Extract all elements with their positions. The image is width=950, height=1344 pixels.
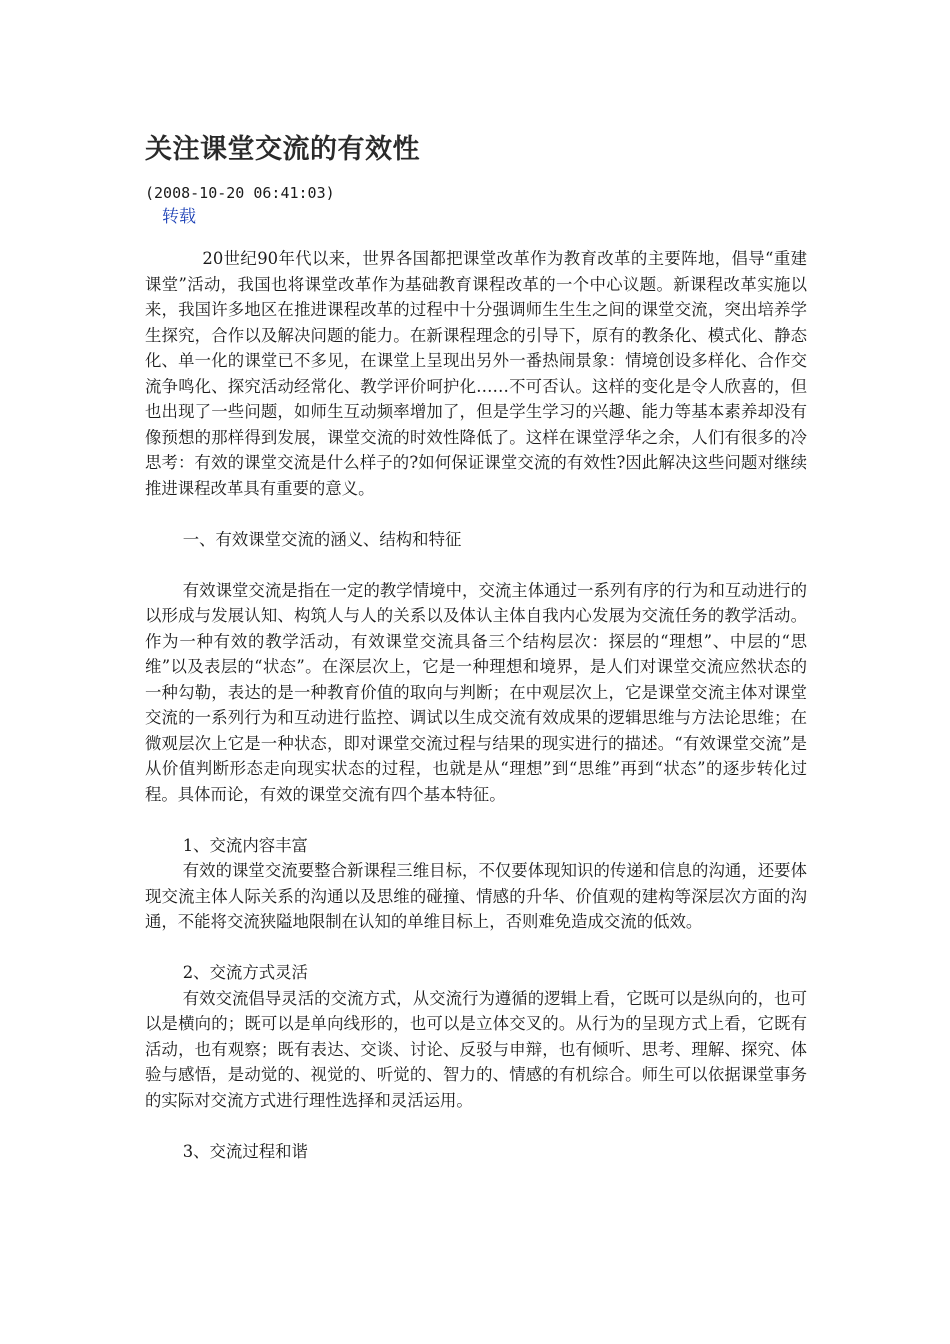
section1-paragraph: 有效课堂交流是指在一定的教学情境中，交流主体通过一系列有序的行为和互动进行的以形成与发展认知、构筑人与人的关系以及体认主体自我内心发展为交流任务的教学活动。作为一种有效的教学活动，有效课堂交流具备三个结构层次：探层的“理想”、中层的“思维”以及表层的“状态”。在深层次上，它是一种理想和境界，是人们对课堂交流应然状态的一种勾勒，表达的是一种教育价值的取向与判断；在中观层次上，它是课堂交流主体对课堂交流的一系列行为和互动进行监控、调试以生成交流有效成果的逻辑思维与方法论思维；在微观层次上它是一种状态，即对课堂交流过程与结果的现实进行的描述。“有效课堂交流”是从价值判断形态走向现实状态的过程，也就是从“理想”到“思维”再到“状态”的逐步转化过程。具体而论，有效的课堂交流有四个基本特征。 (145, 580, 807, 804)
feature-heading-3: 3、交流过程和谐 (182, 1141, 308, 1161)
repost-link[interactable]: 转载 (162, 207, 196, 227)
paragraph-spacer (145, 501, 807, 527)
paragraph-spacer (145, 1113, 807, 1139)
feature1-paragraph: 有效的课堂交流要整合新课程三维目标，不仅要体现知识的传递和信息的沟通，还要体现交流主体人际关系的沟通以及思维的碰撞、情感的升华、价值观的建构等深层次方面的沟通，不能将交流狭隘地限制在认知的单维目标上，否则难免造成交流的低效。 (145, 861, 807, 931)
feature2-paragraph: 有效交流倡导灵活的交流方式，从交流行为遵循的逻辑上看，它既可以是纵向的，也可以是横向的；既可以是单向线形的，也可以是立体交叉的。从行为的呈现方式上看，它既有活动，也有观察；既有表达、交谈、讨论、反驳与申辩，也有倾听、思考、理解、探究、体验与感悟，是动觉的、视觉的、听觉的、智力的、情感的有机综合。师生可以依据课堂事务的实际对交流方式进行理性选择和灵活运用。 (145, 988, 807, 1110)
paragraph-spacer (145, 935, 807, 961)
paragraph-spacer (145, 807, 807, 833)
section-heading-1: 一、有效课堂交流的涵义、结构和特征 (182, 529, 462, 549)
paragraph-spacer (145, 552, 807, 578)
intro-paragraph: 20世纪90年代以来，世界各国都把课堂改革作为教育改革的主要阵地，倡导“重建课堂”活动，我国也将课堂改革作为基础教育课程改革的一个中心议题。新课程改革实施以来，我国许多地区在推进课程改革的过程中十分强调师生生生之间的课堂交流，突出培养学生探究，合作以及解决问题的能力。在新课程理念的引导下，原有的教条化、模式化、静态化、单一化的课堂已不多见，在课堂上呈现出另外一番热闹景象：情境创设多样化、合作交流争鸣化、探究活动经常化、教学评价呵护化……不可否认。这样的变化是令人欣喜的，但也出现了一些问题，如师生互动频率增加了，但是学生学习的兴趣、能力等基本素养却没有像预想的那样得到发展，课堂交流的时效性降低了。这样在课堂浮华之余，人们有很多的冷思考：有效的课堂交流是什么样子的?如何保证课堂交流的有效性?因此解决这些问题对继续推进课程改革具有重要的意义。 (145, 249, 807, 498)
document-page (145, 128, 807, 1164)
article-date: (2008-10-20 06:41:03) (145, 184, 335, 202)
feature-heading-2: 2、交流方式灵活 (182, 963, 308, 982)
article-title: 关注课堂交流的有效性 (145, 134, 420, 165)
feature-heading-1: 1、交流内容丰富 (182, 835, 308, 855)
article-body (145, 246, 807, 1164)
